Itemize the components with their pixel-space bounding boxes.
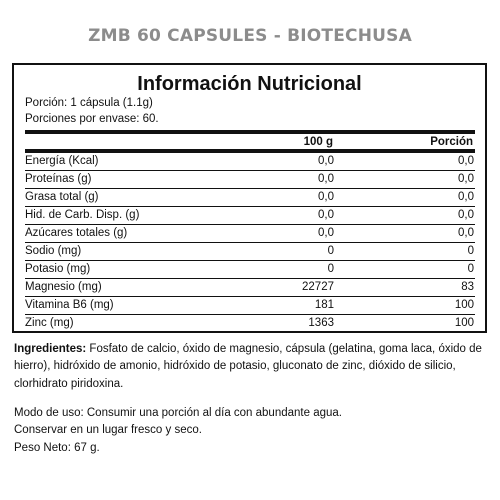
nutrient-label: Azúcares totales (g) [25, 227, 128, 239]
nutrient-value-portion: 100 [454, 317, 474, 329]
nutrient-row [25, 279, 475, 297]
nutrient-value-100g: 0,0 [318, 173, 334, 185]
nutrient-value-portion: 0 [467, 245, 474, 257]
nutrient-row [25, 261, 475, 279]
nutrient-value-100g: 0,0 [318, 227, 334, 239]
nutrient-value-portion: 0,0 [458, 155, 474, 167]
nutrient-label: Hid. de Carb. Disp. (g) [25, 209, 140, 221]
nutrient-label: Grasa total (g) [25, 191, 99, 203]
column-header-100g: 100 g [303, 136, 333, 148]
ingredients-label: Ingredientes: [14, 343, 87, 355]
nutrient-row [25, 189, 475, 207]
nutrient-label: Vitamina B6 (mg) [25, 299, 114, 311]
nutrient-value-portion: 83 [461, 281, 474, 293]
storage-instructions: Conservar en un lugar fresco y seco. [14, 424, 202, 437]
usage-instructions: Modo de uso: Consumir una porción al día con abundante agua. [14, 407, 342, 419]
nutrient-row [25, 243, 475, 261]
nutrient-value-portion: 0 [467, 263, 474, 275]
nutrient-row [25, 297, 475, 315]
product-heading: ZMB 60 CAPSULES - BIOTECHUSA [88, 26, 412, 46]
ingredients-text: Fosfato de calcio, óxido de magnesio, cápsula (gelatina, goma laca, óxido de hierro), hidróxido de amonio, hidróxido de potasio, gluconato de zinc, dióxido de silicio, clorhidrato piridoxina. [14, 343, 482, 390]
divider-top [25, 130, 475, 134]
nutrient-value-100g: 1363 [308, 317, 334, 329]
usage-notes [14, 405, 486, 457]
nutrient-value-portion: 0,0 [458, 191, 474, 203]
panel-title: Información Nutricional [137, 73, 362, 95]
nutrient-label: Magnesio (mg) [25, 281, 102, 293]
nutrient-row [25, 171, 475, 189]
serving-size: Porción: 1 cápsula (1.1g) [25, 97, 153, 109]
ingredients-paragraph [14, 341, 486, 393]
nutrient-label: Potasio (mg) [25, 263, 91, 275]
nutrient-value-100g: 181 [314, 299, 334, 311]
net-weight: Peso Neto: 67 g. [14, 441, 100, 454]
nutrient-value-100g: 22727 [302, 281, 334, 293]
nutrient-row [25, 153, 475, 171]
nutrient-label: Proteínas (g) [25, 173, 92, 185]
nutrition-facts-panel [12, 63, 487, 333]
nutrient-value-portion: 0,0 [458, 227, 474, 239]
nutrient-table [25, 153, 475, 332]
servings-per-container: Porciones por envase: 60. [25, 113, 159, 125]
nutrient-value-portion: 0,0 [458, 173, 474, 185]
nutrient-value-100g: 0 [327, 263, 334, 275]
nutrient-row [25, 315, 475, 332]
nutrient-row [25, 225, 475, 243]
nutrient-value-100g: 0,0 [318, 191, 334, 203]
nutrient-value-portion: 0,0 [458, 209, 474, 221]
column-header-portion: Porción [430, 136, 473, 148]
nutrient-value-100g: 0 [327, 245, 334, 257]
nutrient-label: Sodio (mg) [25, 245, 82, 257]
nutrient-row [25, 207, 475, 225]
nutrient-label: Zinc (mg) [25, 317, 74, 329]
nutrient-value-100g: 0,0 [318, 155, 334, 167]
nutrient-value-portion: 100 [454, 299, 474, 311]
nutrient-label: Energía (Kcal) [25, 155, 99, 167]
nutrient-value-100g: 0,0 [318, 209, 334, 221]
